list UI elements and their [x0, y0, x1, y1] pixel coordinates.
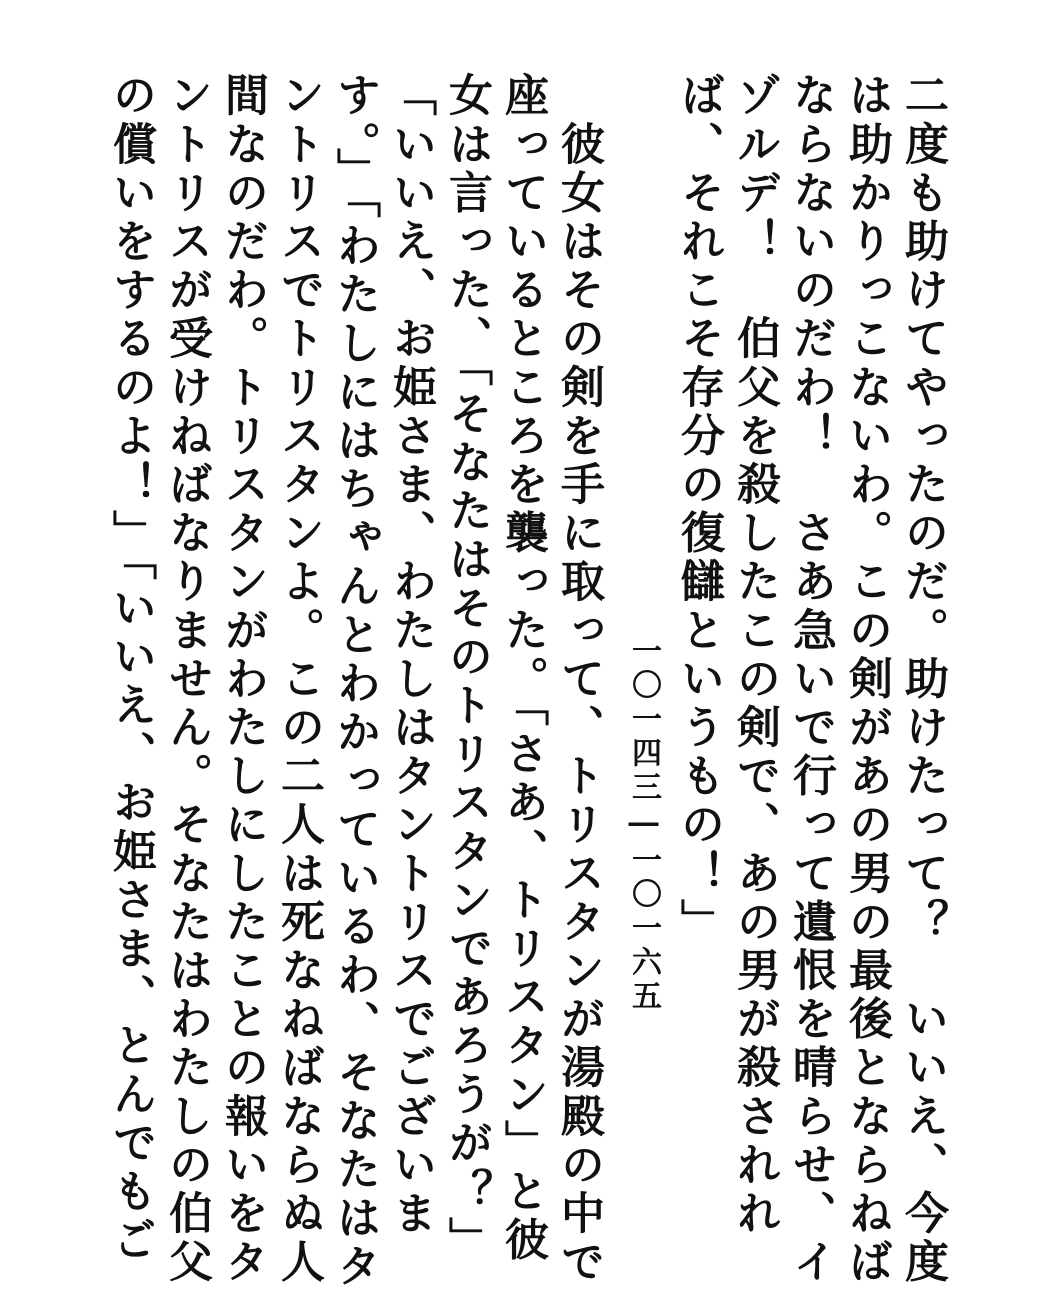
text-column-9: 「いいえ、お姫さま、わたしはタントリスでございま: [385, 72, 436, 1239]
text-column-11: ントリスでトリスタンよ。この二人は死なねばならぬ人: [273, 72, 324, 1287]
text-column-12: 間なのだわ。トリスタンがわたしにしたことの報いをタ: [217, 72, 268, 1287]
text-column-10: す。」「わたしにはちゃんとわかっているわ、そなたはタ: [329, 72, 380, 1292]
text-column-4: ゾルデ！ 伯父を殺したこの剣で、あの男が殺されれ: [729, 72, 780, 1239]
text-column-3: ならないのだわ！ さあ急いで行って遺恨を晴らせ、イ: [785, 72, 836, 1287]
text-column-8: 女は言った、「そなたはそのトリスタンであろうが？」: [441, 72, 492, 1265]
section-number: 一〇一四三―一〇一六五: [626, 635, 661, 1014]
text-column-6: 彼女はその剣を手に取って、トリスタンが湯殿の中で: [553, 72, 604, 1287]
text-column-1: 二度も助けてやったのだ。助けたって？ いいえ、今度: [897, 72, 948, 1287]
text-column-2: は助かりっこないわ。この剣があの男の最後とならねば: [841, 72, 892, 1287]
text-column-14: の償いをするのよ！」「いいえ、お姫さま、とんでもご: [105, 72, 156, 1265]
text-column-7: 座っているところを襲った。「さあ、トリスタン」と彼: [497, 72, 548, 1265]
text-column-5: ば、それこそ存分の復讎というもの！」: [673, 72, 724, 947]
text-column-13: ントリスが受けねばなりません。そなたはわたしの伯父: [161, 72, 212, 1287]
